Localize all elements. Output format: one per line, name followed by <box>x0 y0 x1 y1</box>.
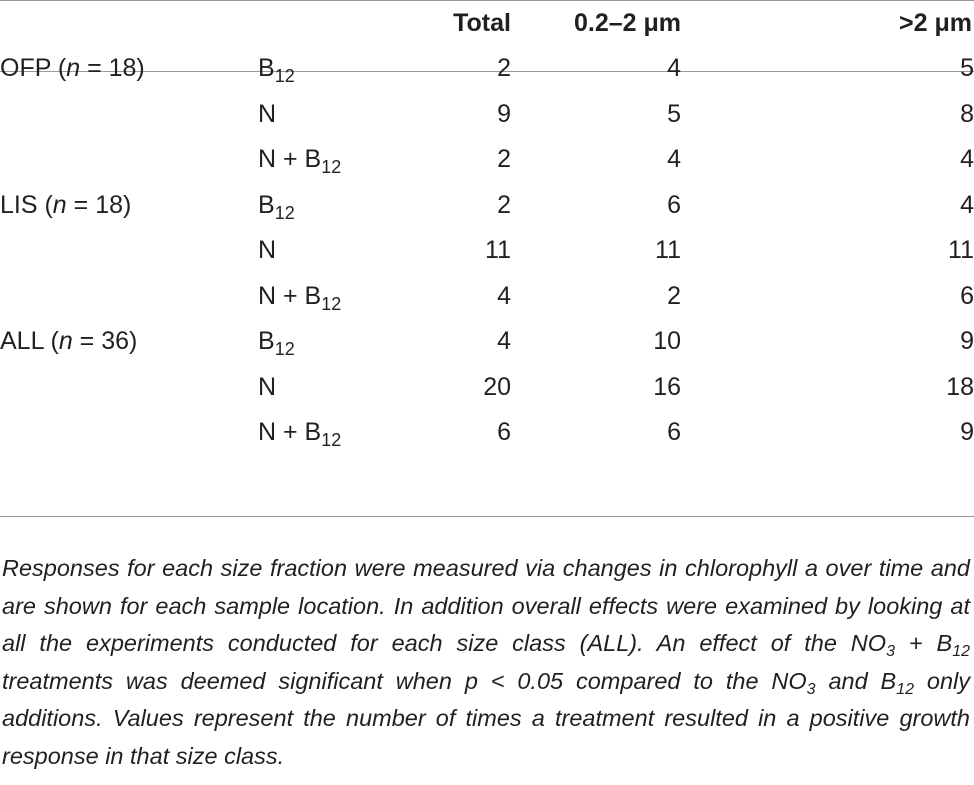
table-row <box>0 137 974 183</box>
bottom-rule <box>0 516 974 517</box>
row-treatment: N <box>258 372 277 401</box>
header-total: Total <box>453 8 511 37</box>
row-large-fraction: 18 <box>946 372 974 401</box>
table-row <box>0 183 974 229</box>
row-treatment: $N + B_{12}$ <box>258 281 342 314</box>
table-row <box>0 46 974 92</box>
table-caption: Responses for each size fraction were measured via changes in chlorophyll a over time and are shown for each sample location. In addition overall effects were examined by looking at all the experiments conducted for each size class (ALL). An effect of the $NO_3 + B_{12}$ treatments was deemed significant when p < 0.05 compared to the $NO_3$ and $B_{12}$ only additions. Values represent the number of times a treatment resulted in a positive growth response in that size class. <box>2 555 971 769</box>
header-treatment <box>258 0 380 46</box>
row-treatment: $N + B_{12}$ <box>258 145 342 178</box>
row-small-fraction: 11 <box>655 236 681 265</box>
row-small-fraction: 6 <box>667 190 681 219</box>
row-total: 4 <box>497 327 511 356</box>
header-row <box>0 0 974 46</box>
row-treatment: $N + B_{12}$ <box>258 418 342 451</box>
row-large-fraction: 5 <box>960 54 974 83</box>
row-large-fraction: 11 <box>948 236 974 265</box>
row-total: 20 <box>483 372 511 401</box>
row-small-fraction: 6 <box>667 418 681 447</box>
row-large-fraction: 4 <box>960 190 974 219</box>
header-small-fraction: 0.2–2 μm <box>573 8 681 37</box>
row-total: 2 <box>497 54 511 83</box>
row-total: 6 <box>497 418 511 447</box>
row-total: 9 <box>497 99 511 128</box>
row-total: 2 <box>497 190 511 219</box>
table-row <box>0 228 974 274</box>
row-treatment: N <box>258 236 277 265</box>
row-total: 11 <box>485 236 511 265</box>
row-large-fraction: 9 <box>960 327 974 356</box>
row-large-fraction: 4 <box>960 145 974 174</box>
row-treatment: $B_{12}$ <box>258 54 295 87</box>
row-small-fraction: 4 <box>667 145 681 174</box>
row-location <box>0 410 258 456</box>
row-location <box>0 92 258 138</box>
header-large-fraction: >2 μm <box>899 8 972 37</box>
row-location <box>0 137 258 183</box>
row-small-fraction: 16 <box>653 372 681 401</box>
row-location <box>0 228 258 274</box>
row-treatment: N <box>258 99 277 128</box>
row-small-fraction: 2 <box>667 281 681 310</box>
row-large-fraction: 8 <box>960 99 974 128</box>
row-large-fraction: 9 <box>960 418 974 447</box>
table-row <box>0 319 974 365</box>
row-location <box>0 365 258 411</box>
row-location: LIS (n = 18) <box>0 190 132 219</box>
row-location <box>0 274 258 320</box>
header-location <box>0 0 258 46</box>
row-small-fraction: 10 <box>653 327 681 356</box>
table-row <box>0 410 974 456</box>
table-row <box>0 92 974 138</box>
row-treatment: $B_{12}$ <box>258 190 295 223</box>
table-row <box>0 274 974 320</box>
row-total: 4 <box>497 281 511 310</box>
row-location: ALL (n = 36) <box>0 327 138 356</box>
row-large-fraction: 6 <box>960 281 974 310</box>
row-location: OFP (n = 18) <box>0 54 145 83</box>
table-body <box>0 46 974 456</box>
row-small-fraction: 5 <box>667 99 681 128</box>
table-row <box>0 365 974 411</box>
row-small-fraction: 4 <box>667 54 681 83</box>
row-treatment: $B_{12}$ <box>258 327 295 360</box>
table-header <box>0 0 974 46</box>
row-total: 2 <box>497 145 511 174</box>
